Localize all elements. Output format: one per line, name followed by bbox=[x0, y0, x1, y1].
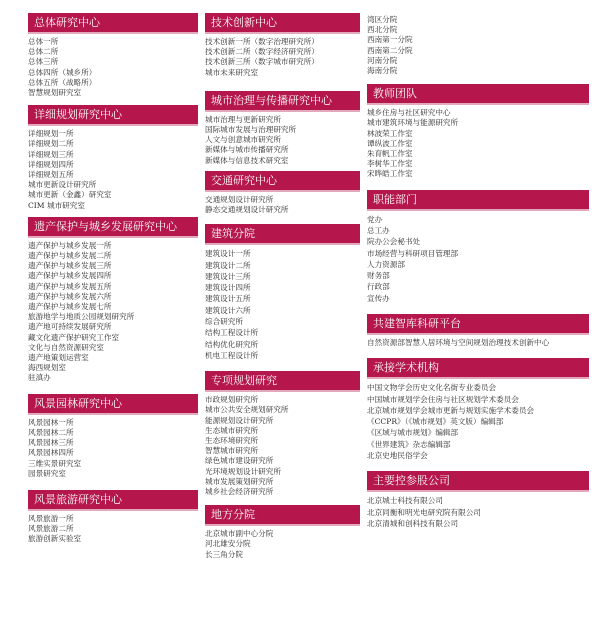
section-title: 地方分院 bbox=[205, 505, 360, 526]
section-tech-innovation bbox=[205, 13, 360, 78]
list-item: 西南第二分院 bbox=[367, 45, 413, 55]
list-item: 园景研究室 bbox=[28, 468, 66, 478]
section-academic-institutions bbox=[367, 358, 589, 461]
list-item: 综合研究所 bbox=[205, 317, 243, 327]
list-item: 遗产保护与城乡发展一所 bbox=[28, 240, 112, 250]
list-item: 海南分院 bbox=[367, 66, 398, 76]
list-item: 建筑设计一所 bbox=[205, 249, 251, 259]
item-list bbox=[28, 418, 198, 479]
list-item: 风景园林三所 bbox=[28, 438, 74, 448]
list-item: 总体五所（战略所） bbox=[28, 77, 97, 87]
item-list bbox=[367, 495, 589, 529]
list-item: 能源规划设计研究所 bbox=[205, 415, 274, 425]
section-title: 建筑分院 bbox=[205, 224, 360, 245]
list-item: 风景园林四所 bbox=[28, 448, 74, 458]
list-item: 北京城市副中心分院 bbox=[205, 529, 274, 539]
item-list bbox=[205, 115, 360, 166]
list-item: 城市更新（金鑫）研究室 bbox=[28, 190, 112, 200]
section-title: 共建智库科研平台 bbox=[367, 314, 589, 335]
item-list bbox=[205, 529, 360, 560]
list-item: 总体一所 bbox=[28, 37, 59, 46]
list-item: 详细规划二所 bbox=[28, 139, 74, 149]
list-item: 结构工程设计所 bbox=[205, 328, 259, 338]
list-item: 详细规划五所 bbox=[28, 170, 74, 180]
list-item: 《世界建筑》杂志编辑部 bbox=[367, 439, 451, 449]
item-list bbox=[205, 395, 360, 497]
column-3 bbox=[367, 0, 589, 529]
list-item: 技术创新一所（数字治理研究所） bbox=[205, 37, 319, 46]
list-item: 风景旅游一所 bbox=[28, 513, 74, 523]
section-title: 城市治理与传播研究中心 bbox=[205, 91, 360, 112]
list-item: 北京清城和创科技有限公司 bbox=[367, 518, 459, 528]
list-item: 财务部 bbox=[367, 271, 390, 281]
item-list bbox=[367, 338, 589, 348]
list-item: 中国城市规划学会住房与社区规划学术委员会 bbox=[367, 394, 519, 404]
section-architecture-branch bbox=[205, 224, 360, 361]
list-item: 结构优化研究所 bbox=[205, 339, 259, 349]
list-item: 国际城市发展与治理研究所 bbox=[205, 125, 297, 135]
item-list bbox=[205, 37, 360, 78]
list-item: 技术创新三所（数字城市研究所） bbox=[205, 57, 319, 67]
list-item: 院办公会秘书处 bbox=[367, 237, 421, 247]
section-local-branches bbox=[205, 505, 360, 560]
section-holding-companies bbox=[367, 471, 589, 529]
list-item: 人文与创意城市研究所 bbox=[205, 135, 281, 145]
section-think-tank-platform bbox=[367, 314, 589, 348]
list-item: 遗产地可持续发展研究所 bbox=[28, 322, 112, 332]
list-item: 驻滇办 bbox=[28, 373, 51, 383]
column-1 bbox=[28, 0, 198, 545]
list-item: 智慧规划研究室 bbox=[28, 88, 82, 98]
list-item: 长三角分院 bbox=[205, 549, 243, 559]
list-item: 人力资源部 bbox=[367, 259, 405, 269]
list-item: 北京同衡和明光电研究院有限公司 bbox=[367, 507, 481, 517]
list-item: 北京史地民俗学会 bbox=[367, 451, 428, 460]
branch-continuation-list bbox=[367, 15, 589, 76]
list-item: 静态交通规划设计研究所 bbox=[205, 205, 289, 215]
section-functional-departments bbox=[367, 190, 589, 304]
list-item: 城乡住房与社区研究中心 bbox=[367, 108, 451, 118]
list-item: 北京城市规划学会城市更新与规划实施学术委员会 bbox=[367, 405, 535, 415]
item-list bbox=[367, 214, 589, 304]
list-item: 市政规划研究所 bbox=[205, 395, 259, 405]
list-item: 城市发展策划研究所 bbox=[205, 476, 274, 486]
list-item: 谭纵波工作室 bbox=[367, 138, 413, 148]
list-item: 建筑设计二所 bbox=[205, 260, 251, 270]
list-item: 市场经营与科研项目管理部 bbox=[367, 248, 459, 258]
list-item: 遗产保护与城乡发展四所 bbox=[28, 271, 112, 281]
list-item: 河北雄安分院 bbox=[205, 539, 251, 549]
section-title: 详细规划研究中心 bbox=[28, 105, 198, 126]
list-item: 三维实景研究室 bbox=[28, 458, 82, 468]
section-landscape-architecture bbox=[28, 394, 198, 479]
list-item: 城市未来研究室 bbox=[205, 67, 259, 77]
list-item: 城市治理与更新研究所 bbox=[205, 114, 281, 124]
list-item: 技术创新二所（数字经济研究所） bbox=[205, 47, 319, 57]
item-list bbox=[28, 514, 198, 545]
list-item: 城市更新设计研究所 bbox=[28, 180, 97, 190]
list-item: 北京城士科技有限公司 bbox=[367, 496, 443, 506]
section-title: 总体研究中心 bbox=[28, 13, 198, 34]
list-item: 详细规划三所 bbox=[28, 149, 74, 159]
list-item: 党办 bbox=[367, 214, 383, 224]
list-item: 详细规划四所 bbox=[28, 159, 74, 169]
list-item: 总体四所（城乡所） bbox=[28, 67, 97, 77]
list-item: 《CCPR》（《城市规划》英文版）编辑部 bbox=[367, 417, 504, 427]
list-item: 总体三所 bbox=[28, 57, 59, 67]
list-item: 智慧城市研究所 bbox=[205, 446, 259, 456]
section-title: 承接学术机构 bbox=[367, 358, 589, 379]
section-title: 主要控参股公司 bbox=[367, 471, 589, 492]
list-item: 城乡社会经济研究所 bbox=[205, 487, 274, 497]
list-item: 自然资源部智慧人居环境与空间规划治理技术创新中心 bbox=[367, 338, 550, 348]
list-item: 新媒体与信息技术研究室 bbox=[205, 155, 289, 165]
list-item: 宋晔皓工作室 bbox=[367, 169, 413, 179]
section-title: 教师团队 bbox=[367, 84, 589, 105]
list-item: 文化与自然资源研究室 bbox=[28, 342, 104, 352]
list-item: 旅游创新实验室 bbox=[28, 534, 82, 544]
list-item: 藏文化遗产保护研究工作室 bbox=[28, 332, 120, 342]
list-item: 建筑设计三所 bbox=[205, 271, 251, 281]
list-item: 机电工程设计所 bbox=[205, 350, 259, 360]
list-item: 行政部 bbox=[367, 282, 390, 292]
section-title: 专项规划研究 bbox=[205, 371, 360, 392]
list-item: 总体二所 bbox=[28, 47, 59, 57]
list-item: 遗产保护与城乡发展五所 bbox=[28, 281, 112, 291]
list-item: 中国文物学会历史文化名街专业委员会 bbox=[367, 383, 497, 393]
list-item: 建筑设计五所 bbox=[205, 294, 251, 304]
list-item: 建筑设计四所 bbox=[205, 283, 251, 293]
list-item: 生态环境研究所 bbox=[205, 436, 259, 446]
section-special-planning bbox=[205, 371, 360, 497]
list-item: 总工办 bbox=[367, 225, 390, 235]
list-item: 遗产保护与城乡发展六所 bbox=[28, 291, 112, 301]
list-item: 新媒体与城市传播研究所 bbox=[205, 145, 289, 155]
item-list bbox=[28, 129, 198, 211]
list-item: 朱育帆工作室 bbox=[367, 149, 413, 159]
item-list bbox=[367, 382, 589, 461]
list-item: 城市公共安全规划研究所 bbox=[205, 405, 289, 415]
list-item: 交通规划设计研究所 bbox=[205, 194, 274, 204]
list-item: CIM 城市研究室 bbox=[28, 200, 85, 210]
list-item: 旅游地学与地质公园规划研究所 bbox=[28, 312, 135, 322]
list-item: 西南第一分院 bbox=[367, 35, 413, 45]
section-detailed-planning bbox=[28, 105, 198, 211]
section-title: 风景园林研究中心 bbox=[28, 394, 198, 415]
item-list bbox=[28, 241, 198, 384]
list-item: 西北分院 bbox=[367, 25, 398, 35]
section-title: 技术创新中心 bbox=[205, 13, 360, 34]
item-list bbox=[205, 195, 360, 215]
list-item: 遗产保护与城乡发展三所 bbox=[28, 261, 112, 271]
list-item: 宣传办 bbox=[367, 293, 390, 303]
list-item: 光环境规划设计研究所 bbox=[205, 466, 281, 476]
list-item: 绿色城市建设研究所 bbox=[205, 456, 274, 466]
list-item: 风景园林一所 bbox=[28, 417, 74, 427]
section-urban-governance bbox=[205, 91, 360, 166]
section-faculty-team bbox=[367, 84, 589, 179]
list-item: 遗产保护与城乡发展二所 bbox=[28, 251, 112, 261]
item-list bbox=[28, 37, 198, 98]
list-item: 风景园林二所 bbox=[28, 427, 74, 437]
list-item: 遗产保护与城乡发展七所 bbox=[28, 302, 112, 312]
column-2 bbox=[205, 0, 360, 560]
section-heritage-protection bbox=[28, 217, 198, 384]
item-list bbox=[367, 108, 589, 179]
section-title: 交通研究中心 bbox=[205, 171, 360, 192]
list-item: 建筑设计六所 bbox=[205, 305, 251, 315]
list-item: 城市建筑环境与能源研究所 bbox=[367, 118, 459, 128]
list-item: 河南分院 bbox=[367, 55, 398, 65]
list-item: 详细规划一所 bbox=[28, 129, 74, 139]
list-item: 海西规划室 bbox=[28, 363, 66, 373]
item-list bbox=[205, 248, 360, 361]
list-item: 风景旅游二所 bbox=[28, 524, 74, 534]
list-item: 遗产地策划运营室 bbox=[28, 353, 89, 363]
section-overall-research bbox=[28, 13, 198, 98]
section-title: 职能部门 bbox=[367, 190, 589, 211]
list-item: 生态城市研究所 bbox=[205, 425, 259, 435]
section-transport-research bbox=[205, 171, 360, 215]
list-item: 湾区分院 bbox=[367, 15, 398, 24]
section-title: 遗产保护与城乡发展研究中心 bbox=[28, 217, 198, 238]
list-item: 《区域与城市规划》编辑部 bbox=[367, 428, 459, 438]
section-landscape-tourism bbox=[28, 490, 198, 545]
list-item: 林波荣工作室 bbox=[367, 128, 413, 138]
section-title: 风景旅游研究中心 bbox=[28, 490, 198, 511]
list-item: 李树华工作室 bbox=[367, 159, 413, 169]
